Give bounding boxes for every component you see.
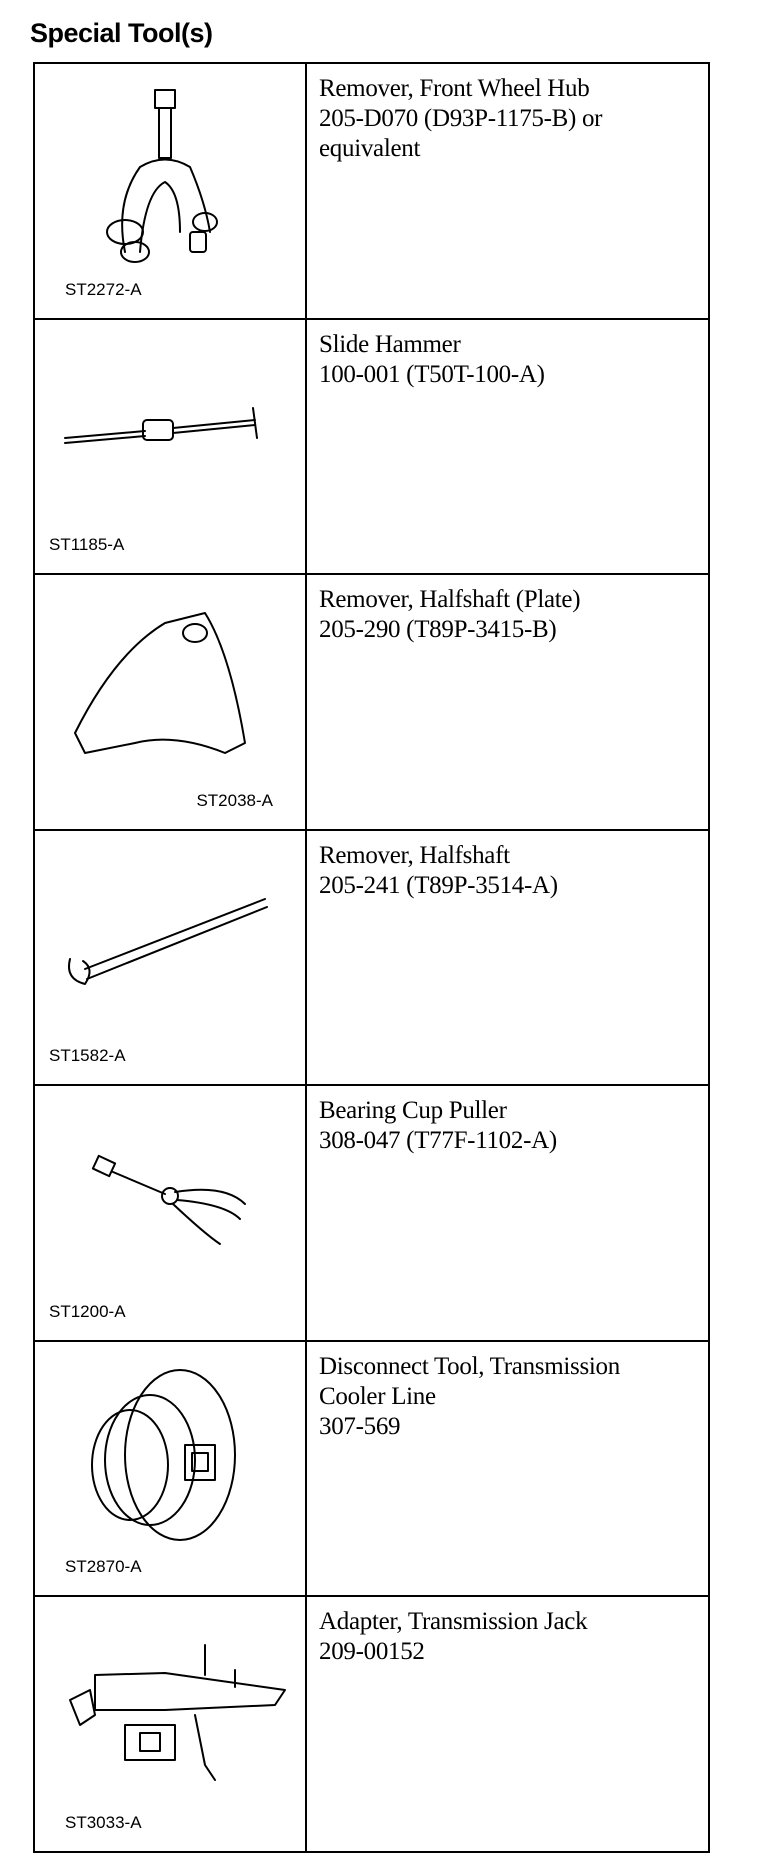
disconnect-tool-illustration: [55, 1360, 287, 1550]
tool-name: Remover, Front Wheel Hub: [319, 75, 590, 102]
tool-description: [307, 575, 708, 829]
tool-row: [35, 64, 708, 320]
tool-name: Adapter, Transmission Jack: [319, 1608, 588, 1635]
tool-description: [307, 320, 708, 574]
tool-row: [35, 320, 708, 576]
tool-number: 100-001 (T50T-100-A): [319, 360, 545, 388]
tool-number: 205-241 (T89P-3514-A): [319, 871, 558, 899]
tool-number: 307-569: [319, 1412, 401, 1440]
tool-row: [35, 1086, 708, 1342]
tool-figure-cell: [35, 831, 307, 1085]
tool-name: Remover, Halfshaft: [319, 841, 510, 869]
special-tools-table: [33, 62, 710, 1853]
tool-description: [307, 1597, 708, 1851]
tool-name-cont: Cooler Line: [319, 1382, 436, 1410]
tool-name: Slide Hammer: [319, 330, 461, 358]
tool-description: [307, 831, 708, 1085]
figure-id: ST3033-A: [65, 1812, 142, 1832]
tool-name: Remover, Halfshaft (Plate): [319, 586, 581, 613]
tool-figure-cell: [35, 320, 307, 574]
tool-note: equivalent: [319, 135, 421, 162]
figure-id: ST1582-A: [49, 1046, 126, 1065]
tool-number: 205-D070 (D93P-1175-B) or: [319, 105, 603, 132]
tool-number: 209-00152: [319, 1638, 425, 1665]
section-title: Special Tool(s): [30, 18, 213, 48]
figure-id: ST2272-A: [65, 279, 142, 299]
tool-figure-cell: [35, 64, 307, 318]
figure-id: ST2870-A: [65, 1557, 142, 1576]
tool-description: [307, 1086, 708, 1340]
slide-hammer-illustration: [55, 338, 287, 528]
tool-figure-cell: [35, 1086, 307, 1340]
tool-description: [307, 1342, 708, 1596]
transmission-jack-adapter-illustration: [55, 1615, 287, 1805]
tool-number: 308-047 (T77F-1102-A): [319, 1127, 557, 1154]
halfshaft-remover-illustration: [55, 849, 287, 1039]
tool-row: [35, 575, 708, 831]
hub-remover-illustration: [55, 82, 287, 272]
tool-row: [35, 1342, 708, 1598]
figure-id: ST2038-A: [196, 790, 273, 810]
tool-description: [307, 64, 708, 318]
tool-figure-cell: [35, 575, 307, 829]
bearing-cup-puller-illustration: [55, 1104, 287, 1294]
halfshaft-plate-illustration: [55, 593, 287, 783]
tool-row: [35, 1597, 708, 1851]
figure-id: ST1200-A: [49, 1301, 126, 1321]
figure-id: ST1185-A: [49, 535, 125, 554]
tool-figure-cell: [35, 1597, 307, 1851]
tool-row: [35, 831, 708, 1087]
tool-figure-cell: [35, 1342, 307, 1596]
tool-number: 205-290 (T89P-3415-B): [319, 616, 557, 643]
tool-name: Bearing Cup Puller: [319, 1097, 507, 1124]
tool-name: Disconnect Tool, Transmission: [319, 1352, 620, 1380]
